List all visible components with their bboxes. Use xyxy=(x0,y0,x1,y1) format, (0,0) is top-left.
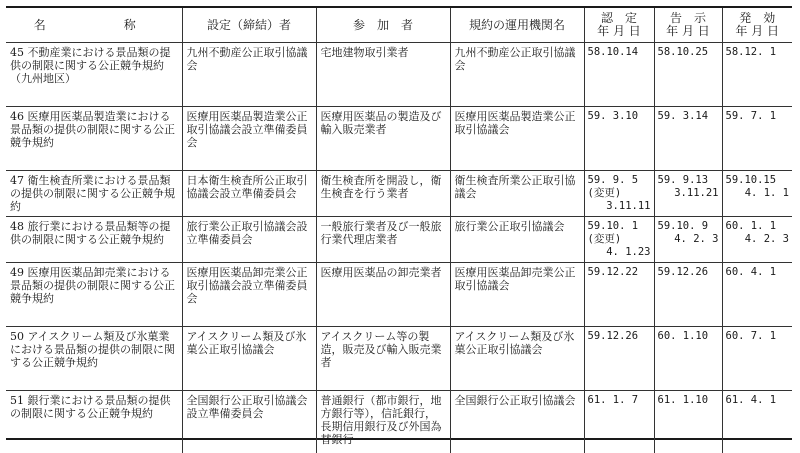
approval-date: 59.10. 1 xyxy=(587,220,639,232)
rule-name-cell xyxy=(6,327,182,391)
rule-name-cell xyxy=(6,217,182,263)
table-row xyxy=(6,171,792,217)
rule-number: 47 xyxy=(10,174,24,187)
header-setter: 設定（締結）者 xyxy=(182,8,316,43)
rule-number: 48 xyxy=(10,220,24,233)
notice-date: 58.10.25 xyxy=(657,46,709,58)
operator-cell: 全国銀行公正取引協議会 xyxy=(450,391,584,453)
table-row xyxy=(6,263,792,327)
approval-date-cell xyxy=(584,263,654,327)
effective-date: 60. 4. 1 xyxy=(725,266,777,278)
notice-date-cell xyxy=(654,327,722,391)
notice-date: 59.10. 9 xyxy=(657,220,709,232)
setter-cell: 医療用医薬品製造業公正取引協議会設立準備委員会 xyxy=(182,107,316,171)
rule-name: 医療用医薬品卸売業における景品類の提供の制限に関する公正競争規約 xyxy=(10,266,175,305)
table-row xyxy=(6,391,792,453)
rule-number: 51 xyxy=(10,394,24,407)
participants-cell: 医療用医薬品の卸売業者 xyxy=(316,263,450,327)
operator-cell: 衛生検査所業公正取引協議会 xyxy=(450,171,584,217)
participants-cell: 宅地建物取引業者 xyxy=(316,43,450,107)
table-row xyxy=(6,43,792,107)
effective-date-cell xyxy=(722,107,792,171)
approval-date: 59. 9. 5 xyxy=(587,174,639,186)
rule-name: アイスクリーム類及び氷菓業における景品類の提供の制限に関する公正競争規約 xyxy=(10,330,175,369)
rule-name-cell xyxy=(6,171,182,217)
notice-date-cell xyxy=(654,217,722,263)
approval-date: 59.12.26 xyxy=(587,330,639,342)
approval-date-cell xyxy=(584,217,654,263)
setter-cell: アイスクリーム類及び氷菓公正取引協議会 xyxy=(182,327,316,391)
notice-amended-date: 4. 2. 3 xyxy=(674,233,719,245)
operator-cell: 九州不動産公正取引協議会 xyxy=(450,43,584,107)
approval-date: 61. 1. 7 xyxy=(587,394,639,406)
fair-competition-rules-table xyxy=(6,8,792,453)
header-effective-title: 発 効 xyxy=(739,11,776,25)
rule-name: 医療用医薬品製造業における景品類の提供の制限に関する公正競争規約 xyxy=(10,110,175,149)
table-row xyxy=(6,107,792,171)
rule-name: 衛生検査所業における景品類の提供の制限に関する公正競争規約 xyxy=(10,174,175,213)
approval-date-cell xyxy=(584,107,654,171)
header-effective-ymd: 年 月 日 xyxy=(735,24,780,38)
header-operator: 規約の運用機関名 xyxy=(450,8,584,43)
setter-cell: 全国銀行公正取引協議会設立準備委員会 xyxy=(182,391,316,453)
header-approval-ymd: 年 月 日 xyxy=(597,24,641,38)
participants-cell: 普通銀行（都市銀行，地方銀行等），信託銀行，長期信用銀行及び外国為替銀行 xyxy=(316,391,450,453)
approval-amended-date: 3.11.11 xyxy=(606,200,651,212)
effective-date-cell xyxy=(722,43,792,107)
approval-date-cell xyxy=(584,327,654,391)
effective-date: 60. 7. 1 xyxy=(725,330,777,342)
table-header-row xyxy=(6,8,792,43)
participants-cell: 一般旅行業者及び一般旅行業代理店業者 xyxy=(316,217,450,263)
rule-name: 不動産業における景品類の提供の制限に関する公正競争規約（九州地区） xyxy=(10,46,171,85)
notice-date-cell xyxy=(654,391,722,453)
approval-date-cell xyxy=(584,43,654,107)
rule-name: 銀行業における景品類の提供の制限に関する公正競争規約 xyxy=(10,394,171,420)
header-participants: 参 加 者 xyxy=(316,8,450,43)
table-row xyxy=(6,217,792,263)
notice-date: 61. 1.10 xyxy=(657,394,709,406)
effective-amended-date: 4. 2. 3 xyxy=(744,233,789,245)
rule-name: 旅行業における景品類等の提供の制限に関する公正競争規約 xyxy=(10,220,171,246)
setter-cell: 医療用医薬品卸売業公正取引協議会設立準備委員会 xyxy=(182,263,316,327)
effective-date: 59.10.15 xyxy=(725,174,777,186)
effective-date-cell xyxy=(722,171,792,217)
rule-number: 46 xyxy=(10,110,24,123)
approval-date: 59.12.22 xyxy=(587,266,639,278)
notice-date-cell xyxy=(654,263,722,327)
header-approval xyxy=(584,8,654,43)
approval-date: 58.10.14 xyxy=(587,46,639,58)
effective-date: 59. 7. 1 xyxy=(725,110,777,122)
rule-number: 45 xyxy=(10,46,24,59)
notice-date-cell xyxy=(654,43,722,107)
approval-date-cell xyxy=(584,171,654,217)
header-name: 名 称 xyxy=(6,8,182,43)
effective-date-cell xyxy=(722,263,792,327)
notice-amended-date: 3.11.21 xyxy=(674,187,719,199)
setter-cell: 九州不動産公正取引協議会 xyxy=(182,43,316,107)
rule-name-cell xyxy=(6,43,182,107)
header-notice xyxy=(654,8,722,43)
effective-date: 61. 4. 1 xyxy=(725,394,777,406)
operator-cell: 医療用医薬品卸売業公正取引協議会 xyxy=(450,263,584,327)
setter-cell: 旅行業公正取引協議会設立準備委員会 xyxy=(182,217,316,263)
regulation-table-sheet xyxy=(6,6,792,446)
rule-name-cell xyxy=(6,391,182,453)
amendment-note: (変更) xyxy=(587,233,622,245)
operator-cell: 旅行業公正取引協議会 xyxy=(450,217,584,263)
notice-date-cell xyxy=(654,107,722,171)
effective-date-cell xyxy=(722,327,792,391)
notice-date: 59.12.26 xyxy=(657,266,709,278)
setter-cell: 日本衛生検査所公正取引協議会設立準備委員会 xyxy=(182,171,316,217)
header-notice-title: 告 示 xyxy=(669,11,706,25)
header-effective xyxy=(722,8,792,43)
rule-number: 50 xyxy=(10,330,24,343)
notice-date: 59. 9.13 xyxy=(657,174,709,186)
table-row xyxy=(6,327,792,391)
participants-cell: 医療用医薬品の製造及び輸入販売業者 xyxy=(316,107,450,171)
rule-name-cell xyxy=(6,263,182,327)
amendment-note: (変更) xyxy=(587,187,622,199)
effective-date: 58.12. 1 xyxy=(725,46,777,58)
approval-date-cell xyxy=(584,391,654,453)
rule-name-cell xyxy=(6,107,182,171)
header-notice-ymd: 年 月 日 xyxy=(666,24,710,38)
operator-cell: アイスクリーム類及び氷菓公正取引協議会 xyxy=(450,327,584,391)
notice-date: 60. 1.10 xyxy=(657,330,709,342)
participants-cell: 衛生検査所を開設し，衛生検査を行う業者 xyxy=(316,171,450,217)
rule-number: 49 xyxy=(10,266,24,279)
effective-date: 60. 1. 1 xyxy=(725,220,777,232)
participants-cell: アイスクリーム等の製造，販売及び輸入販売業者 xyxy=(316,327,450,391)
operator-cell: 医療用医薬品製造業公正取引協議会 xyxy=(450,107,584,171)
effective-date-cell xyxy=(722,391,792,453)
header-approval-title: 認 定 xyxy=(600,11,637,25)
notice-date: 59. 3.14 xyxy=(657,110,709,122)
approval-date: 59. 3.10 xyxy=(587,110,639,122)
approval-amended-date: 4. 1.23 xyxy=(606,246,651,258)
effective-amended-date: 4. 1. 1 xyxy=(744,187,789,199)
notice-date-cell xyxy=(654,171,722,217)
effective-date-cell xyxy=(722,217,792,263)
